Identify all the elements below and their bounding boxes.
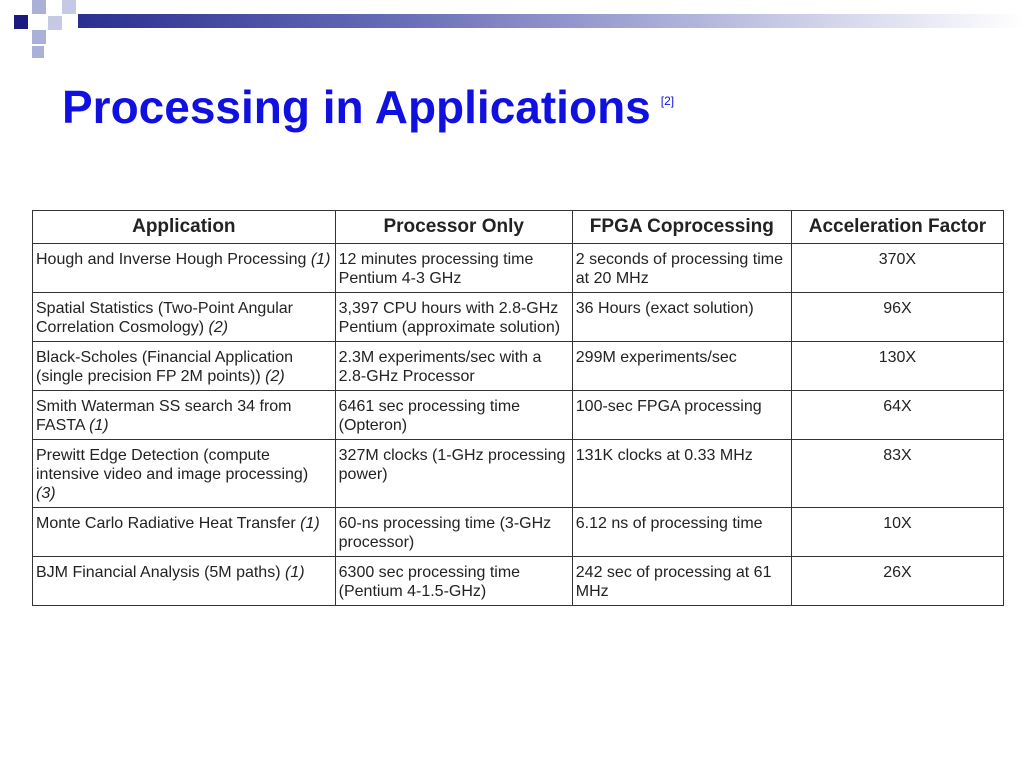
decorative-square xyxy=(62,0,76,14)
citation: (1) xyxy=(300,515,320,532)
cell-processor-only: 3,397 CPU hours with 2.8-GHz Pentium (approximate solution) xyxy=(335,293,572,342)
table-row xyxy=(33,342,1004,391)
cell-application xyxy=(33,440,336,508)
cell-processor-only: 327M clocks (1-GHz processing power) xyxy=(335,440,572,508)
cell-factor: 10X xyxy=(791,508,1003,557)
slide-title-wrap xyxy=(62,80,674,134)
decorative-square xyxy=(32,46,44,58)
header-gradient-bar xyxy=(78,14,1024,28)
cell-application xyxy=(33,244,336,293)
cell-fpga: 299M experiments/sec xyxy=(572,342,791,391)
header-application: Application xyxy=(33,211,336,244)
citation: (1) xyxy=(89,417,109,434)
header-fpga-coprocessing: FPGA Coprocessing xyxy=(572,211,791,244)
decorative-square xyxy=(32,30,46,44)
decorative-square xyxy=(48,16,62,30)
table-row xyxy=(33,391,1004,440)
application-name: Black-Scholes (Financial Application (single precision FP 2M points)) xyxy=(36,349,294,385)
table-row xyxy=(33,557,1004,606)
citation: (2) xyxy=(208,319,229,336)
cell-application xyxy=(33,342,336,391)
application-name: Spatial Statistics (Two-Point Angular Correlation Cosmology) xyxy=(36,300,294,336)
cell-processor-only: 6461 sec processing time (Opteron) xyxy=(335,391,572,440)
cell-factor: 64X xyxy=(791,391,1003,440)
table-header-row xyxy=(33,211,1004,244)
cell-fpga: 2 seconds of processing time at 20 MHz xyxy=(572,244,791,293)
citation: (1) xyxy=(284,564,305,581)
table-row xyxy=(33,508,1004,557)
slide-title: Processing in Applications xyxy=(62,81,651,133)
cell-fpga: 242 sec of processing at 61 MHz xyxy=(572,557,791,606)
header-acceleration-factor: Acceleration Factor xyxy=(791,211,1003,244)
application-name: Smith Waterman SS search 34 from FASTA xyxy=(36,398,292,434)
cell-processor-only: 6300 sec processing time (Pentium 4-1.5-GHz) xyxy=(335,557,572,606)
application-name: Prewitt Edge Detection (compute intensive video and image processing) xyxy=(36,447,309,483)
cell-factor: 26X xyxy=(791,557,1003,606)
table-row xyxy=(33,440,1004,508)
cell-processor-only: 2.3M experiments/sec with a 2.8-GHz Processor xyxy=(335,342,572,391)
cell-application xyxy=(33,293,336,342)
comparison-table xyxy=(32,210,1004,606)
table-row xyxy=(33,293,1004,342)
application-name: BJM Financial Analysis (5M paths) xyxy=(36,564,281,581)
cell-factor: 130X xyxy=(791,342,1003,391)
cell-factor: 96X xyxy=(791,293,1003,342)
cell-application xyxy=(33,508,336,557)
citation: (1) xyxy=(310,251,331,268)
cell-fpga: 6.12 ns of processing time xyxy=(572,508,791,557)
reference-marker: [2] xyxy=(660,94,675,108)
cell-application xyxy=(33,557,336,606)
header-processor-only: Processor Only xyxy=(335,211,572,244)
cell-application xyxy=(33,391,336,440)
cell-fpga: 131K clocks at 0.33 MHz xyxy=(572,440,791,508)
cell-factor: 83X xyxy=(791,440,1003,508)
cell-fpga: 100-sec FPGA processing xyxy=(572,391,791,440)
citation: (3) xyxy=(36,485,56,502)
cell-factor: 370X xyxy=(791,244,1003,293)
citation: (2) xyxy=(265,368,285,385)
table-row xyxy=(33,244,1004,293)
application-name: Hough and Inverse Hough Processing xyxy=(36,251,307,268)
decorative-square-navy xyxy=(14,15,28,29)
application-name: Monte Carlo Radiative Heat Transfer xyxy=(36,515,296,532)
cell-processor-only: 60-ns processing time (3-GHz processor) xyxy=(335,508,572,557)
decorative-square xyxy=(32,0,46,14)
cell-fpga: 36 Hours (exact solution) xyxy=(572,293,791,342)
cell-processor-only: 12 minutes processing time Pentium 4-3 GHz xyxy=(335,244,572,293)
